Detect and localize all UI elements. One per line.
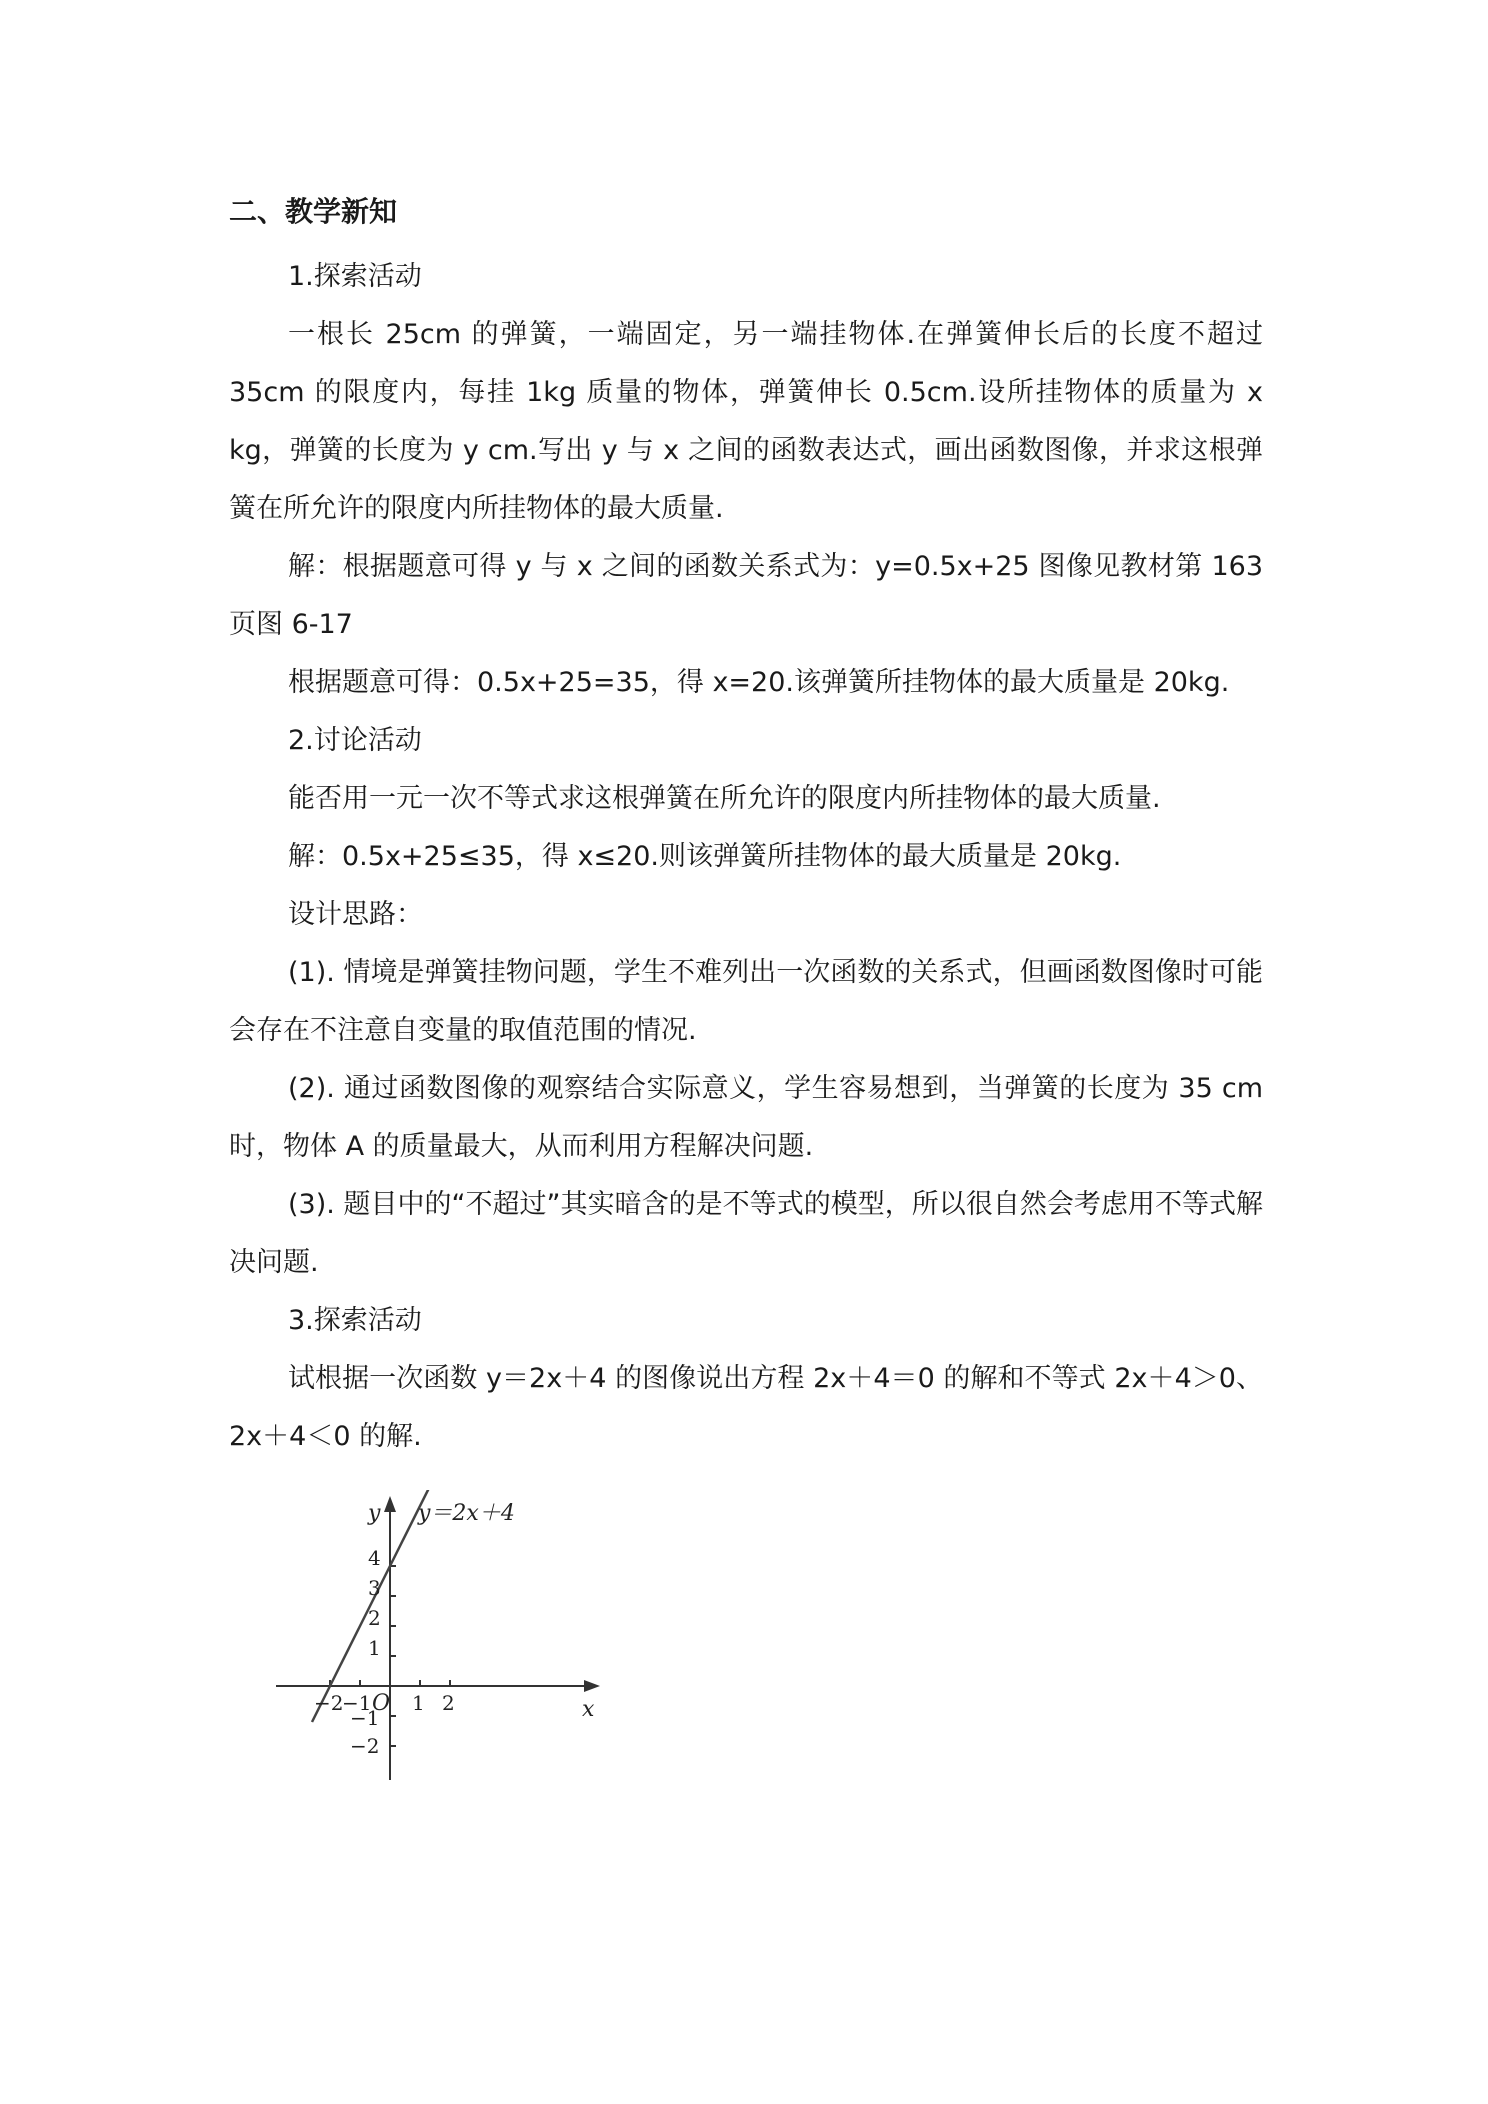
x-tick-label: 1 [412, 1691, 425, 1715]
x-axis-arrow-icon [584, 1680, 600, 1692]
y-tick-label: 1 [368, 1636, 381, 1660]
paragraph-explore-3-question: 试根据一次函数 y＝2x＋4 的图像说出方程 2x＋4＝0 的解和不等式 2x＋4＞0、2x＋4＜0 的解. [229, 1363, 1263, 1452]
function-graph-svg [270, 1490, 610, 1790]
y-tick-label: 3 [368, 1576, 381, 1600]
paragraph-spring-problem: 一根长 25cm 的弹簧，一端固定，另一端挂物体.在弹簧伸长后的长度不超过 35cm 的限度内，每挂 1kg 质量的物体，弹簧伸长 0.5cm.设所挂物体的质量为 x kg，弹簧的长度为 y cm.写出 y 与 x 之间的函数表达式，画出函数图像，并求这根弹簧在所允许的限度内所挂物体的最大质量. [229, 319, 1263, 524]
y-tick-label: −1 [350, 1706, 380, 1730]
paragraph-discussion-title: 2.讨论活动 [288, 725, 422, 756]
y-axis-label: y [368, 1501, 381, 1526]
x-axis-label: x [582, 1697, 595, 1722]
origin-label: O [372, 1691, 391, 1716]
paragraph-discussion-solution: 解：0.5x+25≤35，得 x≤20.则该弹簧所挂物体的最大质量是 20kg. [288, 841, 1122, 872]
y-axis-arrow-icon [384, 1496, 396, 1512]
y-tick-label: 2 [368, 1606, 381, 1630]
paragraph-explore-1-title: 1.探索活动 [288, 261, 422, 292]
x-tick-label: 2 [442, 1691, 455, 1715]
line-label: y＝2x＋4 [418, 1501, 515, 1526]
paragraph-design-point-3: (3). 题目中的“不超过”其实暗含的是不等式的模型，所以很自然会考虑用不等式解决问题. [229, 1189, 1263, 1278]
paragraph-explore-3-title: 3.探索活动 [288, 1305, 422, 1336]
paragraph-solution-function: 解：根据题意可得 y 与 x 之间的函数关系式为：y=0.5x+25 图像见教材第 163 页图 6-17 [229, 551, 1263, 640]
paragraph-solution-equation: 根据题意可得：0.5x+25=35，得 x=20.该弹簧所挂物体的最大质量是 20kg. [288, 667, 1230, 698]
x-tick-label: −2 [314, 1691, 344, 1715]
paragraph-design-point-2: (2). 通过函数图像的观察结合实际意义，学生容易想到，当弹簧的长度为 35 cm 时，物体 A 的质量最大，从而利用方程解决问题. [229, 1073, 1263, 1162]
section-heading: 二、教学新知 [229, 195, 398, 228]
x-tick-label: −1 [342, 1691, 372, 1715]
y-tick-label: 4 [368, 1546, 381, 1570]
function-graph [270, 1490, 610, 1790]
y-tick-label: −2 [350, 1734, 380, 1758]
paragraph-design-point-1: (1). 情境是弹簧挂物问题，学生不难列出一次函数的关系式，但画函数图像时可能会存在不注意自变量的取值范围的情况. [229, 957, 1263, 1046]
paragraph-design-title: 设计思路： [288, 899, 423, 930]
paragraph-discussion-question: 能否用一元一次不等式求这根弹簧在所允许的限度内所挂物体的最大质量. [288, 783, 1161, 814]
